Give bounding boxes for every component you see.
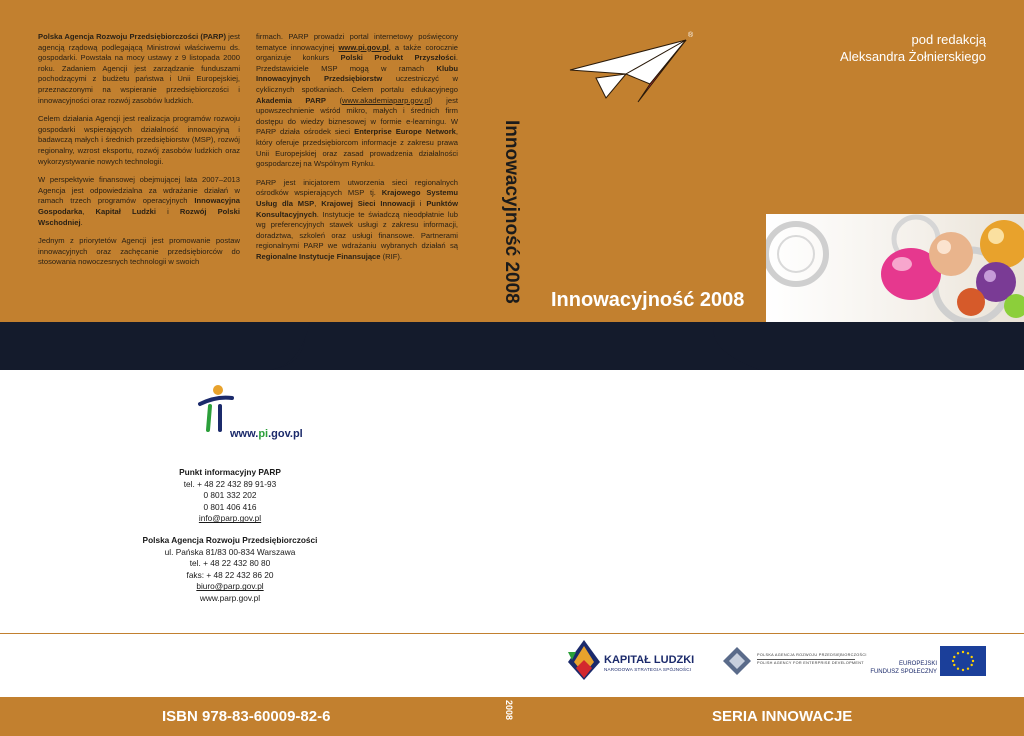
- t: , który oferuje przedsiębiorcom informacje z zakresu prawa Unii Europejskiej oraz zasad prowadzenia działalności gospodarczej na Wspólnym Rynku.: [256, 127, 458, 169]
- eu-flag-icon: [940, 646, 986, 676]
- url-part: .gov.pl: [268, 428, 303, 440]
- parp-logo-icon: [722, 646, 752, 676]
- paper-plane-logo: [566, 34, 696, 106]
- parp-address: ul. Pańska 81/83 00-834 Warszawa: [164, 546, 296, 557]
- pi-gov-url[interactable]: [230, 428, 303, 440]
- col1-p3-text: W perspektywie finansowej obejmującej lata 2007–2013 Agencja jest odpowiedzialna za wdrażanie działań w ramach trzech programów operacyjnych: [38, 175, 240, 206]
- info-point-email-link[interactable]: info@parp.gov.pl: [198, 513, 262, 524]
- parp-tel: tel. + 48 22 432 80 80: [189, 558, 271, 569]
- col1-paragraph-2: Celem działania Agencji jest realizacja programów rozwoju gospodarki wspierających działalność innowacyjną i badawczą małych i średnich przedsiębiorstw (MSP), rozwój regionalny, wzrost eksportu, rozwój zasobów ludzkich oraz wykorzystywanie nowych technologii.: [38, 114, 240, 166]
- spine-title: [492, 120, 532, 320]
- front-cover-title: Innowacyjność 2008: [551, 289, 745, 311]
- b: Krajowego Systemu Usług dla MSP: [256, 188, 458, 208]
- col1-paragraph-3: [38, 175, 240, 228]
- t: . Instytucje te świadczą nieodpłatnie lub wg preferencyjnych stawek usługi z zakresu informacji, doradztwa, szkoleń oraz usługi finansowe. Partnerami regionalnymi PARP we wdrażaniu wybranych działań są: [256, 209, 458, 251]
- editor-block: [840, 31, 986, 65]
- back-cover-column-2: [256, 32, 458, 270]
- sep: .: [80, 217, 83, 227]
- kapital-ludzki-subtitle: NARODOWA STRATEGIA SPÓJNOŚCI: [604, 667, 692, 672]
- efs-line-2: FUNDUSZ SPOŁECZNY: [870, 668, 937, 675]
- registered-mark: ®: [688, 32, 694, 39]
- back-cover-column-1: [38, 32, 240, 276]
- col1-paragraph-1: [38, 32, 240, 106]
- program-kapital: Kapitał Ludzki: [95, 206, 157, 216]
- kapital-ludzki-title: KAPITAŁ LUDZKI: [604, 654, 695, 666]
- parp-name-bold: Polska Agencja Rozwoju Przedsiębiorczości (PARP): [38, 32, 227, 41]
- b: Punktów Konsultacyjnych: [256, 198, 458, 219]
- efs-label: [860, 661, 937, 676]
- b: Enterprise Europe Network: [354, 127, 456, 137]
- kapital-ludzki-logo-icon: [566, 638, 602, 682]
- info-point-tel-1: tel. + 48 22 432 89 91-93: [183, 478, 277, 489]
- spine-title-text: Innowacyjność 2008: [501, 120, 522, 304]
- url-part: www.: [230, 428, 259, 440]
- col1-paragraph-4: Jednym z priorytetów Agencji jest promowanie postaw innowacyjnych oraz zachęcanie przedsiębiorców do stosowania nowoczesnych technologii w swoich: [38, 236, 240, 267]
- program-innowacyjna: Innowacyjna Gospodarka: [38, 196, 240, 216]
- t: uczestniczyć w cyklicznych spotkaniach. Celem portalu edukacyjnego: [256, 74, 458, 94]
- parp-logo-rule: [757, 659, 855, 660]
- akademia-link[interactable]: www.akademiaparp.gov.pl: [342, 95, 431, 105]
- b: Klubu Innowacyjnych Przedsiębiorstw: [256, 63, 458, 84]
- efs-line-1: EUROPEJSKI: [898, 661, 937, 667]
- b: Regionalne Instytucje Finansujące: [256, 251, 381, 261]
- parp-logo-line-2: POLISH AGENCY FOR ENTERPRISE DEVELOPMENT: [757, 661, 864, 665]
- t: ,: [314, 198, 322, 208]
- info-point-heading: Punkt informacyjny PARP: [179, 467, 281, 477]
- parp-logo-line-1: POLSKA AGENCJA ROZWOJU PRZEDSIĘBIORCZOŚCI: [757, 653, 867, 657]
- t: , a także corocznie organizuje konkurs: [256, 42, 458, 63]
- gears-spheres-image: [766, 214, 1024, 322]
- isbn-number: ISBN 978-83-60009-82-6: [162, 708, 331, 725]
- series-title: SERIA INNOWACJE: [712, 708, 853, 725]
- contact-block-info-point: [0, 467, 460, 525]
- b: Polski Produkt Przyszłości: [340, 53, 456, 63]
- t: . Przedstawiciele MSP mogą w ramach: [256, 53, 458, 73]
- spine-year: [500, 700, 520, 734]
- t: ) jest upowszechnienie wśród mikro, małych i średnich firm dostępu do wiedzy biznesowej w formie e-learningu. W PARP działa ośrodek sieci: [256, 95, 458, 137]
- program-rozwoj: Rozwój Polski Wschodniej: [38, 206, 240, 227]
- editor-name: Aleksandra Żołnierskiego: [840, 49, 986, 64]
- col1-p1-text: jest agencją rządową podlegającą Ministrowi właściwemu ds. gospodarki. Powstała na mocy ustawy z 9 listopada 2000 roku. Zadaniem Agencji jest zarządzanie funduszami pochodzącymi z budżetu państwa i Unii Europejskiej, przeznaczonymi na wspieranie przedsiębiorczości i innowacyjności oraz rozwój zasobów ludzkich.: [38, 32, 240, 105]
- t: (RIF).: [380, 251, 403, 261]
- parp-website-link[interactable]: www.parp.gov.pl: [199, 592, 261, 603]
- t: i: [414, 198, 427, 208]
- pi-gov-link[interactable]: www.pi.gov.pl: [338, 42, 389, 52]
- b: Krajowej Sieci Innowacji: [321, 198, 415, 208]
- parp-email-link[interactable]: biuro@parp.gov.pl: [196, 581, 264, 592]
- info-point-tel-3: 0 801 406 416: [203, 501, 257, 512]
- col2-paragraph-1: [256, 32, 458, 170]
- spine-year-text: 2008: [504, 700, 514, 721]
- sep: ,: [82, 206, 96, 216]
- info-point-tel-2: 0 801 332 202: [203, 490, 257, 501]
- t: PARP jest inicjatorem utworzenia sieci regionalnych ośrodków wspierających MSP tj.: [256, 177, 458, 198]
- parp-heading: Polska Agencja Rozwoju Przedsiębiorczości: [142, 535, 318, 545]
- col2-paragraph-2: [256, 178, 458, 263]
- editor-line-1: pod redakcją: [911, 32, 986, 47]
- b: Akademia PARP: [256, 95, 326, 105]
- t: firmach. PARP prowadzi portal internetowy poświęcony tematyce innowacyjnej: [256, 32, 458, 52]
- orange-divider-line: [0, 633, 1024, 634]
- t: (: [325, 95, 343, 105]
- parp-fax: faks: + 48 22 432 86 20: [186, 569, 274, 580]
- contact-block-parp: [0, 535, 460, 605]
- gears-spheres-illustration: [766, 214, 1024, 322]
- sep: i: [156, 206, 180, 216]
- url-part: pi: [258, 428, 269, 440]
